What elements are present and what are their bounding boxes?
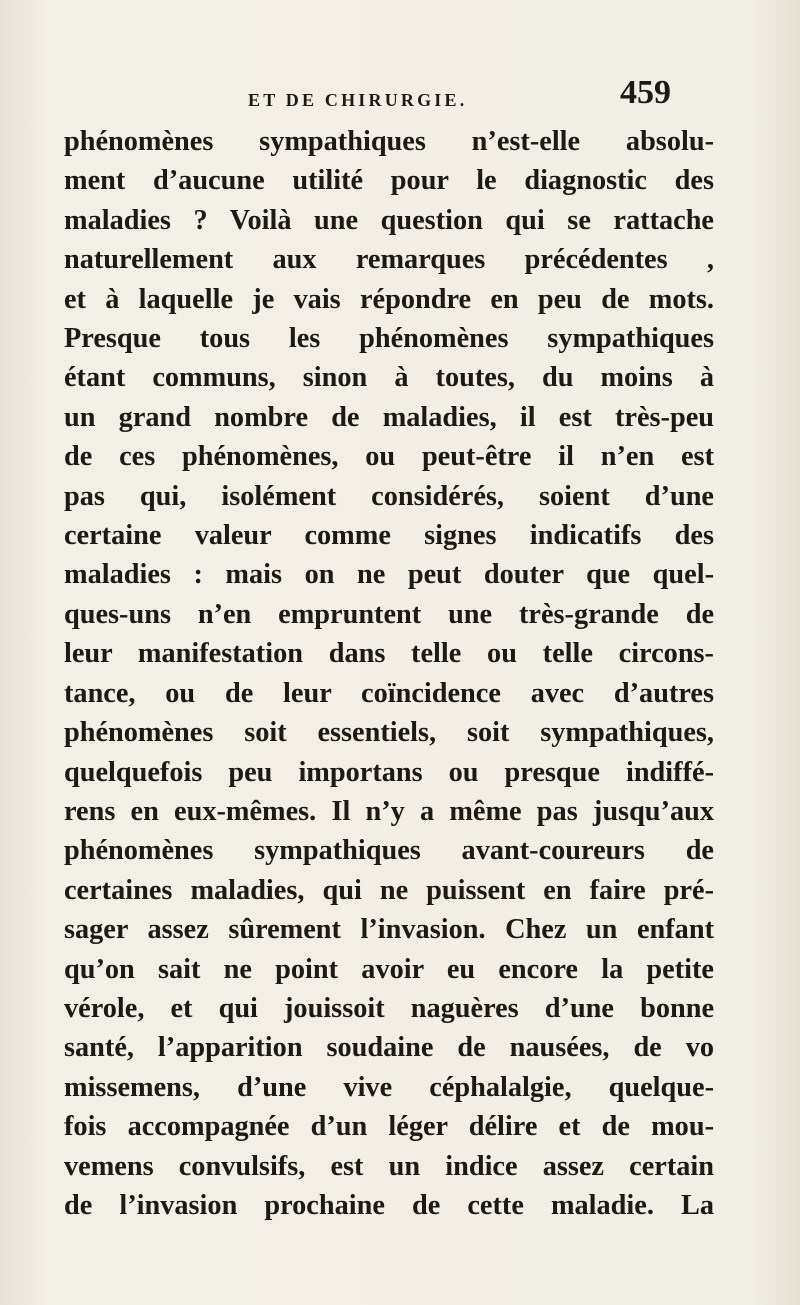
text-line: ques-uns n’en empruntent une très-grande de (64, 598, 714, 630)
text-line: rens en eux-mêmes. Il n’y a même pas jusqu’aux (64, 795, 714, 827)
text-line: santé, l’apparition soudaine de nausées, de vo (64, 1032, 714, 1064)
text-line: pas qui, isolément considérés, soient d’une (64, 480, 714, 512)
text-line: fois accompagnée d’un léger délire et de mou- (64, 1111, 714, 1143)
text-line: phénomènes soit essentiels, soit sympathiques, (64, 717, 714, 749)
text-line: étant communs, sinon à toutes, du moins à (64, 362, 714, 394)
text-line: un grand nombre de maladies, il est très-peu (64, 401, 714, 433)
text-line: missemens, d’une vive céphalalgie, quelque- (64, 1071, 714, 1103)
text-line: sager assez sûrement l’invasion. Chez un enfant (64, 914, 714, 946)
text-line: leur manifestation dans telle ou telle circons- (64, 638, 714, 670)
text-line: de l’invasion prochaine de cette maladie. La (64, 1189, 714, 1221)
page-number: 459 (620, 74, 671, 111)
text-line: phénomènes sympathiques avant-coureurs de (64, 835, 714, 867)
text-line: maladies ? Voilà une question qui se rattache (64, 204, 714, 236)
text-line: qu’on sait ne point avoir eu encore la petite (64, 953, 714, 985)
running-header (0, 74, 800, 118)
text-line: de ces phénomènes, ou peut-être il n’en est (64, 441, 714, 473)
text-line: quelquefois peu importans ou presque indiffé- (64, 756, 714, 788)
text-line: vérole, et qui jouissoit naguères d’une bonne (64, 992, 714, 1024)
running-title: ET DE CHIRURGIE. (248, 90, 468, 110)
text-line: maladies : mais on ne peut douter que quel- (64, 559, 714, 591)
text-line: certaine valeur comme signes indicatifs des (64, 520, 714, 552)
text-line: et à laquelle je vais répondre en peu de mots. (64, 283, 714, 315)
body-text (64, 122, 714, 1225)
text-line: ment d’aucune utilité pour le diagnostic des (64, 165, 714, 197)
text-line: phénomènes sympathiques n’est-elle absolu- (64, 126, 714, 157)
text-line: certaines maladies, qui ne puissent en faire pré- (64, 874, 714, 906)
text-line: Presque tous les phénomènes sympathiques (64, 323, 714, 355)
text-line: naturellement aux remarques précédentes , (64, 244, 714, 276)
text-line: vemens convulsifs, est un indice assez certain (64, 1150, 714, 1182)
text-line: tance, ou de leur coïncidence avec d’autres (64, 677, 714, 709)
